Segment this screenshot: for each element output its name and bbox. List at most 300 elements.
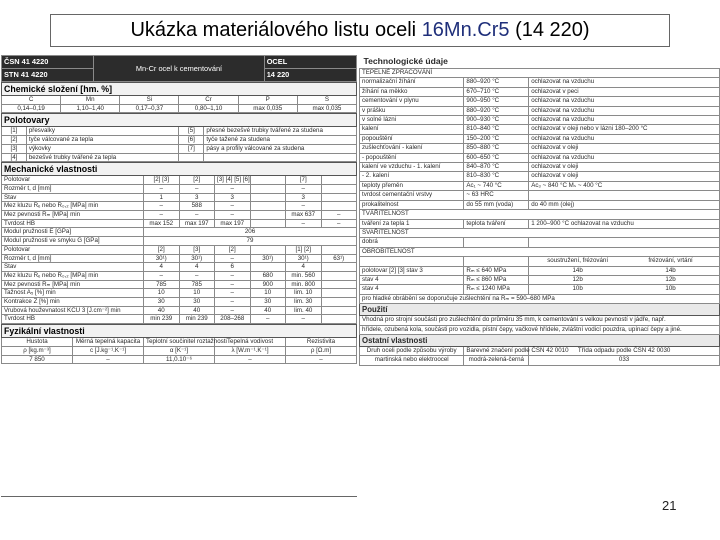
mechanical-value: max 152 (144, 219, 180, 228)
mechanical-label: Rozměr t, d [mm] (2, 254, 144, 263)
mechanical-value: – (215, 184, 251, 193)
heat-treatment-cell: žíhání na měkko (360, 87, 464, 96)
mechanical-label: Polotovar (2, 245, 144, 254)
physical-value: – (73, 355, 144, 364)
physical-header-row (2, 338, 357, 347)
usage-line: hřídele, ozubená kola, součásti pro vozidla, pístní čepy, vačkové hřídele, zvláštní vodicí pouzdra, upínací čepy a jiné. (360, 325, 720, 334)
mechanical-row (2, 184, 357, 193)
semi-product-row (2, 136, 357, 145)
physical-properties-table (1, 324, 357, 364)
mechanical-value: [2] [3] (144, 176, 180, 185)
material-sheet-left (1, 55, 357, 497)
chem-value: 0,80–1,10 (179, 104, 238, 113)
semi-product-cell: [5] (179, 127, 204, 136)
mechanical-row (2, 280, 357, 289)
sheet-bottom-border (1, 496, 357, 497)
mechanical-value: – (215, 289, 251, 298)
mechanical-value: 6 (215, 263, 251, 272)
machinability-row (360, 275, 720, 284)
mechanical-value (250, 184, 286, 193)
mechanical-row (2, 289, 357, 298)
heat-treatment-header: TEPELNÉ ZPRACOVÁNÍ (360, 69, 720, 78)
machinability-col (360, 257, 464, 266)
semi-products-table (1, 113, 357, 162)
mechanical-row (2, 271, 357, 280)
physical-value: – (286, 355, 357, 364)
transformation-cell: Ac₁ ~ 740 °C (464, 181, 529, 190)
usage-line: Vhodná pro strojní součásti pro zušlechtění do průměru 35 mm, k cementování s velkou pevností v jádře, např. (360, 316, 720, 325)
mechanical-label: Modul pružnosti ve smyku G [GPa] (2, 237, 144, 246)
semi-product-cell: přesné bezešvé trubky tvářené za studena (204, 127, 357, 136)
material-sheet-right (359, 55, 720, 433)
physical-header-row (2, 346, 357, 355)
chem-header: S (297, 96, 356, 105)
physical-header: Měrná tepelná kapacita (73, 338, 144, 347)
physical-header: ρ [Ω.m] (286, 346, 357, 355)
heat-treatment-row (360, 144, 720, 153)
mechanical-label: Stav (2, 193, 144, 202)
mechanical-value: min 239 (144, 315, 180, 324)
mechanical-value: 206 (144, 228, 357, 237)
heat-treatment-cell: - 2. kalení (360, 172, 464, 181)
heat-treatment-cell: v prášku (360, 106, 464, 115)
mechanical-row (2, 228, 357, 237)
page-number: 21 (662, 498, 677, 513)
title-suffix: (14 220) (515, 19, 590, 41)
mechanical-label: Vrubová houževnatost KCU 3 [J.cm⁻²] min (2, 306, 144, 315)
mechanical-value: – (286, 184, 322, 193)
semi-product-cell: [1] (2, 127, 27, 136)
mechanical-value (250, 245, 286, 254)
mechanical-value: 785 (179, 280, 215, 289)
machinability-row (360, 266, 720, 275)
machinability-cell: stav 4 (360, 285, 464, 294)
physical-header: Tepelná vodivost (215, 338, 286, 347)
mechanical-value: max 637 (286, 211, 322, 220)
mechanical-value (321, 184, 357, 193)
machinability-note: pro hladké obrábění se doporučuje zušlechtění na Rₘ = 590–680 MPa (360, 294, 720, 303)
heat-treatment-cell: ochlazovat v oleji (529, 172, 720, 181)
mechanical-label: Tvrdost HB (2, 315, 144, 324)
semi-product-row (2, 144, 357, 153)
mechanical-row (2, 254, 357, 263)
mechanical-label: Kontrakce Z [%] min (2, 298, 144, 307)
heat-treatment-row (360, 163, 720, 172)
chem-header: Cr (179, 96, 238, 105)
semi-product-cell: [3] (2, 144, 27, 153)
physical-header: Hustota (2, 338, 73, 347)
mechanical-value: max 197 (215, 219, 251, 228)
physical-value: – (215, 355, 286, 364)
mechanical-value (321, 306, 357, 315)
machinability-header: OBROBITELNOST (360, 247, 720, 256)
transformation-cell: prokalitelnost (360, 200, 464, 209)
transformation-cell (529, 191, 720, 200)
mechanical-value (321, 176, 357, 185)
mechanical-value: 40 (250, 306, 286, 315)
mechanical-value: – (286, 219, 322, 228)
heat-treatment-cell: 840–870 °C (464, 163, 529, 172)
heat-treatment-row (360, 125, 720, 134)
other-properties-title-row (360, 334, 720, 346)
machinability-cell: Rₘ ≤ 860 MPa (464, 275, 529, 284)
mechanical-value: 30 (250, 298, 286, 307)
heat-treatment-cell: ochlazovat v oleji (529, 163, 720, 172)
machinability-pair (529, 266, 720, 275)
mechanical-row (2, 202, 357, 211)
machinability-pair (529, 275, 720, 284)
heat-treatment-row (360, 134, 720, 143)
transformation-row (360, 191, 720, 200)
machinability-row (360, 285, 720, 294)
mechanical-value: [7] (286, 176, 322, 185)
mechanical-value: 30 (179, 298, 215, 307)
heat-treatment-cell: ochlazovat v oleji (529, 144, 720, 153)
mechanical-value: 4 (179, 263, 215, 272)
other-value: modrá-zelená-černá (464, 356, 529, 365)
physical-header: ρ [kg.m⁻³] (2, 346, 73, 355)
mechanical-value: 79 (144, 237, 357, 246)
csn-code: ČSN 41 4220 (2, 56, 94, 69)
heat-treatment-cell: ochlazovat v oleji nebo v lázni 180–200 °C (529, 125, 720, 134)
formability-cell: 1 200–900 °C ochlazovat na vzduchu (529, 219, 720, 228)
mechanical-row (2, 263, 357, 272)
mechanical-value: 10 (144, 289, 180, 298)
transformation-cell: teploty přeměn (360, 181, 464, 190)
machinability-header-row (360, 247, 720, 256)
mechanical-label: Mez pevnosti Rₘ [MPa] min (2, 211, 144, 220)
other-header: Barevné značení podle ČSN 42 0010 (464, 346, 529, 355)
mechanical-value: – (250, 315, 286, 324)
mechanical-value: 3 (179, 193, 215, 202)
formability-cell: tváření za tepla 1 (360, 219, 464, 228)
heat-treatment-cell: 810–830 °C (464, 172, 529, 181)
mechanical-label: Polotovar (2, 176, 144, 185)
machinability-cell: stav 4 (360, 275, 464, 284)
mechanical-value: [2] (179, 176, 215, 185)
mechanical-value: 4 (286, 263, 322, 272)
semi-product-cell: tyče tažené za studena (204, 136, 357, 145)
mechanical-value: [1] [2] (286, 245, 322, 254)
machinability-cell: Rₘ ≤ 1240 MPa (464, 285, 529, 294)
heat-treatment-cell: ochlazovat na vzduchu (529, 78, 720, 87)
mechanical-properties-table (1, 162, 357, 324)
chem-value: max 0,035 (238, 104, 297, 113)
semi-product-cell: [6] (179, 136, 204, 145)
semi-product-cell: tyče válcované za tepla (26, 136, 179, 145)
mechanical-row (2, 176, 357, 185)
title-prefix: Ukázka materiálového listu oceli (130, 19, 417, 41)
machinability-cell: polotovar [2] [3] stav 3 (360, 266, 464, 275)
chem-header: P (238, 96, 297, 105)
physical-properties-title: Fyzikální vlastnosti (2, 325, 357, 338)
heat-treatment-cell: cementování v plynu (360, 97, 464, 106)
heat-treatment-cell: v solné lázni (360, 116, 464, 125)
heat-treatment-cell: kalení ve vzduchu - 1. kalení (360, 163, 464, 172)
mechanical-value: min 239 (179, 315, 215, 324)
mechanical-value: – (321, 211, 357, 220)
other-value: 033 (529, 356, 720, 365)
weldability-header: SVAŘITELNOST (360, 228, 720, 237)
transformation-cell: Ac₃ ~ 840 °C Mₛ ~ 400 °C (529, 181, 720, 190)
chem-value: 0,14–0,19 (2, 104, 61, 113)
machinability-col: soustružení, frézování (547, 257, 609, 265)
heat-treatment-cell: ochlazovat na vzduchu (529, 153, 720, 162)
mechanical-value: – (215, 280, 251, 289)
mechanical-value: [3] [4] [5] [6] (215, 176, 251, 185)
mechanical-value (321, 193, 357, 202)
usage-line-row (360, 316, 720, 325)
semi-product-cell (204, 153, 357, 162)
mechanical-value: 10 (250, 289, 286, 298)
heat-treatment-cell: 880–920 °C (464, 106, 529, 115)
mechanical-value (250, 193, 286, 202)
machinability-pair (529, 285, 720, 294)
transformation-cell: do 40 mm (olej) (529, 200, 720, 209)
mechanical-label: Tažnost A₅ [%] min (2, 289, 144, 298)
mechanical-value: 40 (179, 306, 215, 315)
transformation-row (360, 181, 720, 190)
mechanical-value (250, 211, 286, 220)
heat-treatment-row (360, 87, 720, 96)
mechanical-value: 30¹) (144, 254, 180, 263)
technology-table (359, 55, 720, 366)
physical-properties-body (2, 338, 357, 364)
mechanical-value: 208–268 (215, 315, 251, 324)
mechanical-properties-body (2, 176, 357, 324)
mechanical-value: – (321, 219, 357, 228)
stn-code: STN 41 4220 (2, 69, 94, 82)
other-header-row (360, 346, 720, 355)
mechanical-value (321, 289, 357, 298)
machinability-col-pair (529, 257, 720, 266)
mechanical-value (250, 219, 286, 228)
mechanical-value: – (179, 211, 215, 220)
heat-treatment-cell: 900–950 °C (464, 97, 529, 106)
mechanical-value: – (144, 271, 180, 280)
mechanical-label: Stav (2, 263, 144, 272)
formability-cell: teplota tváření (464, 219, 529, 228)
heat-treatment-cell: ochlazovat na vzduchu (529, 134, 720, 143)
mechanical-value: – (144, 202, 180, 211)
chem-header: C (2, 96, 61, 105)
mechanical-row (2, 306, 357, 315)
semi-product-cell: bezešvé trubky tvářené za tepla (26, 153, 179, 162)
heat-treatment-cell: kalení (360, 125, 464, 134)
mechanical-value: – (144, 211, 180, 220)
mechanical-value: – (215, 202, 251, 211)
mechanical-value: 10 (179, 289, 215, 298)
mechanical-label: Mez pevnosti Rₘ [MPa] min (2, 280, 144, 289)
heat-treatment-row (360, 78, 720, 87)
other-value: martinská nebo elektroocel (360, 356, 464, 365)
standard-header-table (1, 55, 357, 82)
mechanical-value: 3 (215, 193, 251, 202)
mechanical-value: 30¹) (250, 254, 286, 263)
mechanical-value: 1 (144, 193, 180, 202)
semi-products-title: Polotovary (2, 114, 357, 127)
weldability-cell: dobrá (360, 238, 464, 247)
semi-product-cell: pásy a profily válcované za studena (204, 144, 357, 153)
physical-header: c [J.kg⁻¹.K⁻¹] (73, 346, 144, 355)
mechanical-value: 900 (250, 280, 286, 289)
mechanical-label: Rozměr t, d [mm] (2, 184, 144, 193)
technology-body (360, 69, 720, 366)
title-steel-grade: 16Mn.Cr5 (421, 19, 510, 41)
heat-treatment-cell: ochlazovat v peci (529, 87, 720, 96)
mechanical-value: 30 (144, 298, 180, 307)
heat-treatment-row (360, 116, 720, 125)
mechanical-value (321, 245, 357, 254)
mechanical-label: Mez kluzu Rₑ nebo R₀,₂ [MPa] min (2, 271, 144, 280)
mechanical-value: 785 (144, 280, 180, 289)
mechanical-value: 3 (286, 193, 322, 202)
machinability-cell: 12b (665, 275, 676, 283)
mechanical-value: max 197 (179, 219, 215, 228)
machinability-cell: 10b (572, 285, 583, 293)
slide-title (50, 14, 670, 47)
mechanical-value: [2] (215, 245, 251, 254)
machinability-cell: 14b (665, 266, 676, 274)
mechanical-value: – (179, 184, 215, 193)
mechanical-value: lim. 10 (286, 289, 322, 298)
mechanical-value: 588 (179, 202, 215, 211)
mechanical-value: min. 560 (286, 271, 322, 280)
physical-header: α [K⁻¹] (144, 346, 215, 355)
other-header: Třída odpadu podle ČSN 42 0030 (529, 346, 720, 355)
mechanical-value: lim. 30 (286, 298, 322, 307)
machinability-cell: Rₘ ≤ 640 MPa (464, 266, 529, 275)
heat-treatment-cell: ochlazovat na vzduchu (529, 116, 720, 125)
weldability-header-row (360, 228, 720, 237)
mechanical-value: 40 (144, 306, 180, 315)
steel-description: Mn-Cr ocel k cementování (94, 56, 264, 82)
physical-value: 11,0.10⁻⁶ (144, 355, 215, 364)
mechanical-row (2, 315, 357, 324)
machinability-col (464, 257, 529, 266)
heat-treatment-row (360, 172, 720, 181)
usage-title-row (360, 304, 720, 316)
machinability-cell: 10b (665, 285, 676, 293)
heat-treatment-row (360, 97, 720, 106)
usage-line-row (360, 325, 720, 334)
mechanical-value (250, 202, 286, 211)
mechanical-properties-title: Mechanické vlastnosti (2, 163, 357, 176)
semi-product-cell: [7] (179, 144, 204, 153)
transformation-cell: do 55 mm (voda) (464, 200, 529, 209)
semi-product-cell: [2] (2, 136, 27, 145)
mechanical-value (321, 298, 357, 307)
heat-treatment-cell: ochlazovat na vzduchu (529, 97, 720, 106)
semi-products-body (2, 127, 357, 162)
mechanical-row (2, 219, 357, 228)
mechanical-label: Tvrdost HB (2, 219, 144, 228)
mechanical-value: – (215, 254, 251, 263)
mechanical-value: 680 (250, 271, 286, 280)
heat-treatment-cell: 150–200 °C (464, 134, 529, 143)
formability-row (360, 219, 720, 228)
heat-treatment-cell: 670–710 °C (464, 87, 529, 96)
semi-product-cell (179, 153, 204, 162)
mechanical-row (2, 211, 357, 220)
heat-treatment-row (360, 153, 720, 162)
mechanical-value (250, 176, 286, 185)
semi-product-cell: [4] (2, 153, 27, 162)
chem-value: max 0,035 (297, 104, 356, 113)
mechanical-row (2, 193, 357, 202)
semi-product-row (2, 153, 357, 162)
mechanical-value: – (215, 298, 251, 307)
heat-treatment-cell: 600–650 °C (464, 153, 529, 162)
transformation-cell: tvrdost cementační vrstvy (360, 191, 464, 200)
chem-value: 1,10–1,40 (61, 104, 120, 113)
heat-treatment-header-row (360, 69, 720, 78)
mechanical-value (250, 263, 286, 272)
machinability-note-row (360, 294, 720, 303)
mechanical-value (321, 263, 357, 272)
physical-header: λ [W.m⁻¹.K⁻¹] (215, 346, 286, 355)
mechanical-value: – (215, 306, 251, 315)
heat-treatment-cell: 810–840 °C (464, 125, 529, 134)
formability-header-row (360, 210, 720, 219)
mechanical-value (321, 271, 357, 280)
machinability-col: frézování, vrtání (648, 257, 693, 265)
steel-grade: 14 220 (264, 69, 356, 82)
physical-header: Teplotní součinitel roztažnosti (144, 338, 215, 347)
mechanical-value: – (215, 271, 251, 280)
chem-value: 0,17–0,37 (120, 104, 179, 113)
mechanical-value (321, 315, 357, 324)
machinability-cell: 12b (572, 275, 583, 283)
kind-label: OCEL (264, 56, 356, 69)
transformation-cell: ~ 63 HRC (464, 191, 529, 200)
mechanical-value: 30¹) (286, 254, 322, 263)
machinability-cell: 14b (572, 266, 583, 274)
mechanical-value: [2] (144, 245, 180, 254)
chemical-composition-title: Chemické složení [hm. %] (2, 83, 357, 96)
heat-treatment-cell: 880–920 °C (464, 78, 529, 87)
semi-product-cell: výkovky (26, 144, 179, 153)
physical-value: 7 850 (2, 355, 73, 364)
heat-treatment-cell: zušlechťování - kalení (360, 144, 464, 153)
heat-treatment-cell: 850–880 °C (464, 144, 529, 153)
mechanical-row (2, 298, 357, 307)
mechanical-value: – (286, 202, 322, 211)
heat-treatment-row (360, 106, 720, 115)
mechanical-row (2, 245, 357, 254)
mechanical-row (2, 237, 357, 246)
chem-header: Mn (61, 96, 120, 105)
mechanical-value: 30¹) (179, 254, 215, 263)
formability-header: TVÁŘITELNOST (360, 210, 720, 219)
other-properties-title: Ostatní vlastnosti (360, 334, 720, 346)
physical-header: Rezistivita (286, 338, 357, 347)
physical-value-row (2, 355, 357, 364)
heat-treatment-cell: normalizační žíhání (360, 78, 464, 87)
mechanical-value (321, 280, 357, 289)
heat-treatment-cell: - popouštění (360, 153, 464, 162)
mechanical-value: 63¹) (321, 254, 357, 263)
mechanical-value: lim. 40 (286, 306, 322, 315)
technology-title: Technologické údaje (363, 56, 448, 66)
mechanical-value: – (179, 271, 215, 280)
mechanical-value: – (215, 211, 251, 220)
weldability-row (360, 238, 720, 247)
mechanical-label: Modul pružnosti E [GPa] (2, 228, 144, 237)
heat-treatment-cell: 900–930 °C (464, 116, 529, 125)
heat-treatment-cell: popouštění (360, 134, 464, 143)
mechanical-value: 4 (144, 263, 180, 272)
